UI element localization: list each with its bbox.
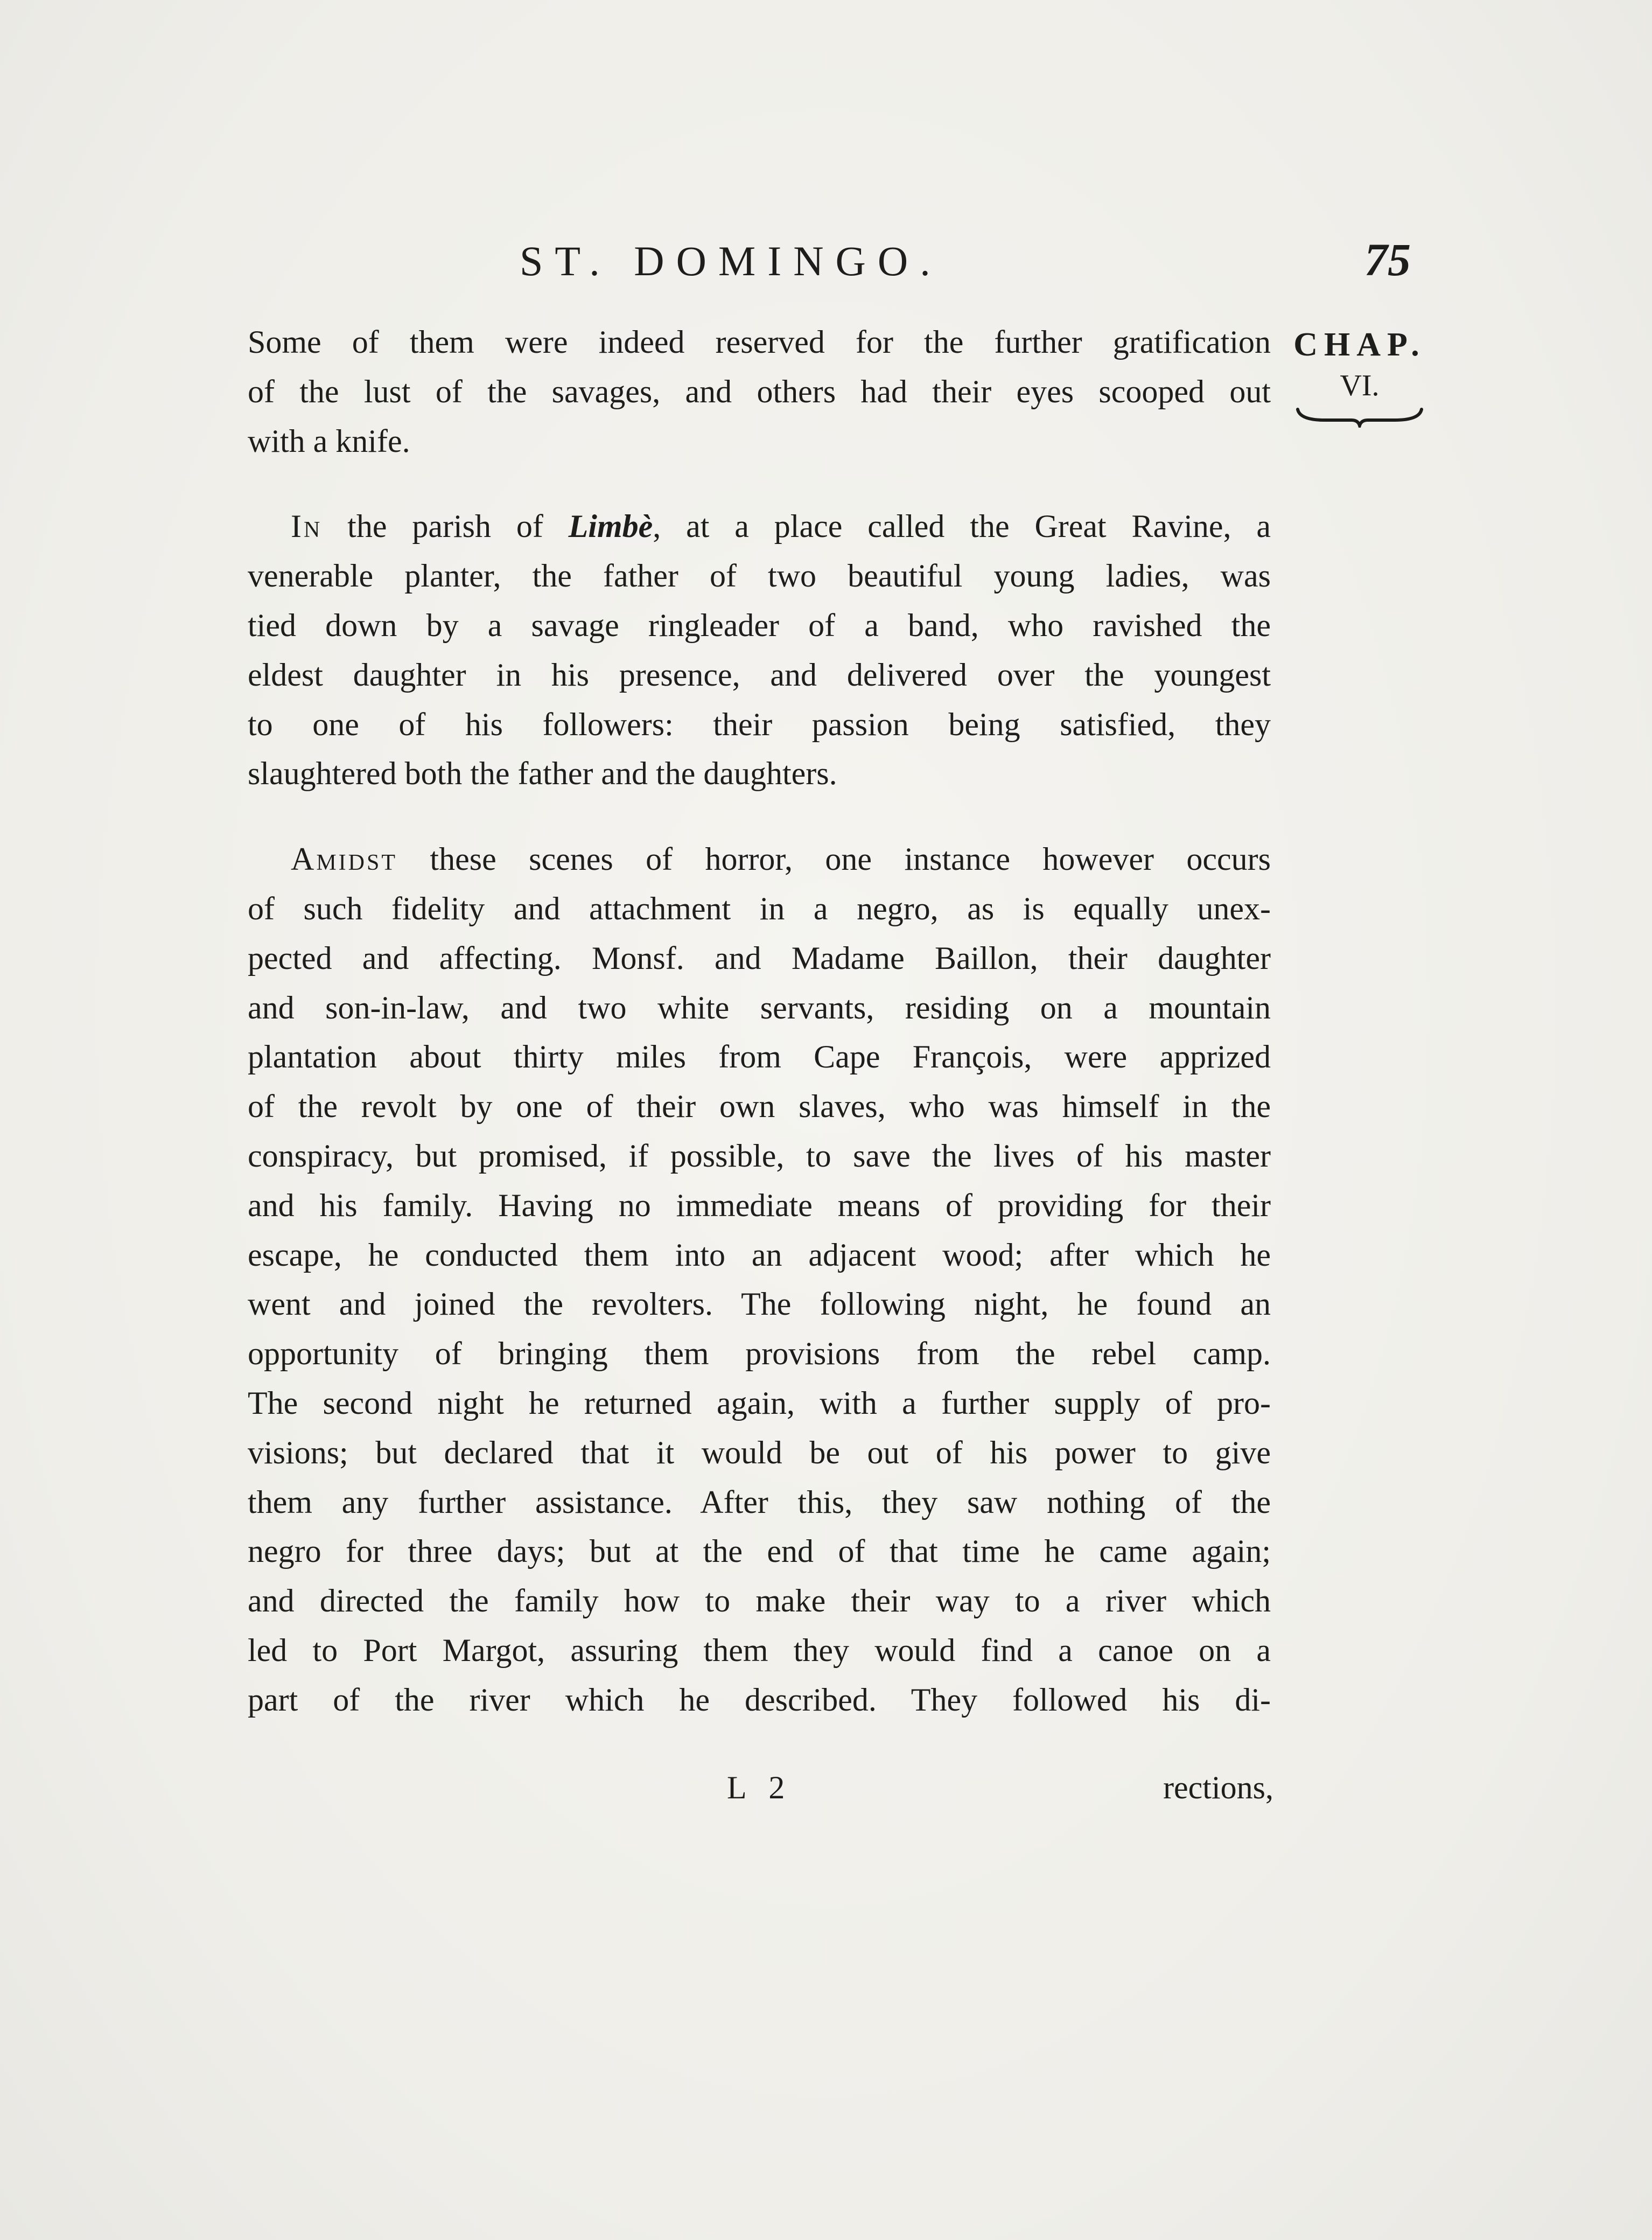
text-line: part of the river which he described. They followed his di- xyxy=(248,1681,1271,1718)
page-header xyxy=(248,234,1411,296)
text-line: them any further assistance. After this, they saw nothing of the xyxy=(248,1484,1271,1520)
running-title: ST. DOMINGO. xyxy=(520,238,942,284)
catchword: rections, xyxy=(1163,1770,1273,1805)
chapter-label: CHAP. xyxy=(1293,326,1426,363)
text-line: of such fidelity and attachment in a negro, as is equally unex- xyxy=(248,890,1271,926)
text-line: eldest daughter in his presence, and delivered over the youngest xyxy=(248,657,1271,693)
paragraph-lead-word: In xyxy=(291,508,323,545)
text-line: and directed the family how to make their way to a river which xyxy=(248,1583,1271,1619)
signature-mark: L 2 xyxy=(727,1770,793,1805)
text-line: conspiracy, but promised, if possible, to save the lives of his master xyxy=(248,1138,1271,1174)
page-number: 75 xyxy=(1364,234,1411,285)
text-line xyxy=(248,502,1271,552)
text-line: visions; but declared that it would be out of his power to give xyxy=(248,1434,1271,1470)
text-line: slaughtered both the father and the daughters. xyxy=(248,756,837,792)
chapter-number: VI. xyxy=(1340,369,1380,402)
text-fragment: the parish of xyxy=(322,508,569,545)
text-line: to one of his followers: their passion being satisfied, they xyxy=(248,706,1271,742)
text-line: went and joined the revolters. The following night, he found an xyxy=(248,1286,1271,1322)
text-line: and his family. Having no immediate means of providing for their xyxy=(248,1187,1271,1223)
text-line: venerable planter, the father of two beautiful young ladies, was xyxy=(248,558,1271,594)
text-line: pected and affecting. Monsf. and Madame Baillon, their daughter xyxy=(248,940,1271,976)
paragraph-1 xyxy=(248,318,1271,466)
page-footer xyxy=(248,1769,1273,1812)
curly-brace-icon xyxy=(1292,406,1427,428)
text-line: with a knife. xyxy=(248,423,410,459)
text-line: plantation about thirty miles from Cape François, were apprized xyxy=(248,1039,1271,1075)
paragraph-gap xyxy=(248,466,1271,502)
text-fragment: , at a place called the Great Ravine, a xyxy=(653,508,1271,545)
chapter-margin-note xyxy=(1292,326,1427,428)
text-line: of the revolt by one of their own slaves, who was himself in the xyxy=(248,1088,1271,1125)
text-line: led to Port Margot, assuring them they would find a canoe on a xyxy=(248,1632,1271,1668)
text-line: The second night he returned again, with a further supply of pro- xyxy=(248,1385,1271,1421)
text-line: of the lust of the savages, and others had their eyes scooped out xyxy=(248,373,1271,409)
text-line: tied down by a savage ringleader of a band, who ravished the xyxy=(248,607,1271,643)
paragraph-2 xyxy=(248,502,1271,799)
paragraph-gap xyxy=(248,799,1271,835)
place-name: Limbè xyxy=(568,508,653,545)
paragraph-3 xyxy=(248,835,1271,1725)
text-line xyxy=(248,835,1271,884)
text-fragment: these scenes of horror, one instance however occurs xyxy=(397,841,1271,877)
text-line: escape, he conducted them into an adjacent wood; after which he xyxy=(248,1237,1271,1273)
text-line: and son-in-law, and two white servants, residing on a mountain xyxy=(248,989,1271,1025)
text-line: negro for three days; but at the end of that time he came again; xyxy=(248,1533,1271,1569)
body-text xyxy=(248,318,1271,1725)
paragraph-lead-word: Amidst xyxy=(291,841,398,877)
text-line: Some of them were indeed reserved for the further gratification xyxy=(248,324,1271,360)
text-line: opportunity of bringing them provisions from the rebel camp. xyxy=(248,1336,1271,1372)
